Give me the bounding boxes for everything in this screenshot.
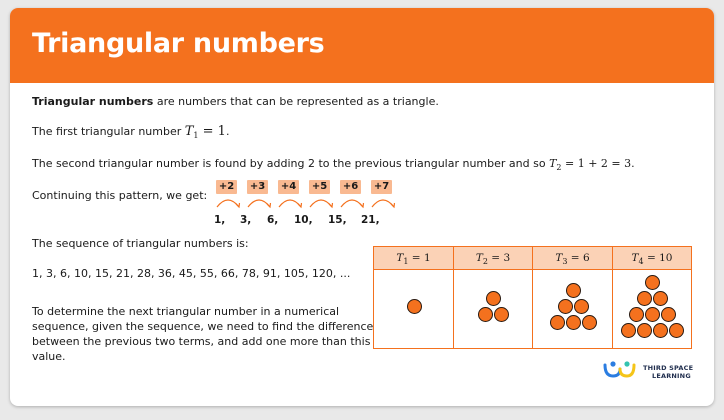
triangle-dot (566, 315, 581, 330)
curved-arrow-icon (277, 195, 303, 209)
dots-cell (454, 269, 532, 348)
curved-arrow-icon (339, 195, 365, 209)
header-banner (10, 8, 714, 83)
second-number-text (32, 156, 635, 175)
intro-rest: are numbers that can be represented as a triangle. (153, 95, 439, 108)
formula-subscript: 2 (556, 163, 562, 172)
header-formula (555, 252, 589, 264)
logo-line: THIRD SPACE (643, 364, 694, 372)
formula-value: = 10 (643, 252, 673, 264)
triangle-dot (637, 323, 652, 338)
increment-badge: +6 (340, 180, 361, 194)
formula-symbol: T (555, 252, 563, 264)
sequence-term: 1, (214, 214, 226, 226)
curved-arrow-icon (246, 195, 272, 209)
increment-badge: +4 (278, 180, 299, 194)
triangle-dot (574, 299, 589, 314)
dots-cell (533, 269, 612, 348)
logo-text (643, 364, 693, 380)
table-header-cell (533, 247, 612, 269)
triangle-dot (629, 307, 644, 322)
triangle-dot (661, 307, 676, 322)
formula-symbol: T (396, 252, 404, 264)
formula-subscript: 4 (638, 257, 644, 266)
dots-cell (374, 269, 453, 348)
pattern-label: Continuing this pattern, we get: (32, 189, 208, 202)
triangle-dot (407, 299, 422, 314)
sequence-term: 3, (240, 214, 252, 226)
explanation-line: value. (32, 350, 66, 363)
sentence-end: . (631, 157, 635, 170)
curved-arrow-icon (215, 195, 241, 209)
formula-subscript: 3 (562, 257, 568, 266)
table-header-cell (454, 247, 532, 269)
curved-arrow-icon (370, 195, 396, 209)
table-header-cell (374, 247, 453, 269)
curved-arrow-icon (308, 195, 334, 209)
formula-value: = 6 (567, 252, 590, 264)
second-number-formula (549, 157, 631, 170)
sequence-term: 6, (267, 214, 279, 226)
formula-value: = 1 (198, 124, 226, 139)
formula-value: = 3 (487, 252, 511, 264)
explanation-line: To determine the next triangular number in a numerical (32, 305, 340, 318)
first-number-text (32, 124, 229, 143)
triangular-dots-table (373, 246, 692, 349)
dots-cell (613, 269, 691, 348)
triangle-dot (653, 291, 668, 306)
triangle-dot (550, 315, 565, 330)
triangle-dot (669, 323, 684, 338)
increment-badge: +5 (309, 180, 330, 194)
formula-symbol: T (475, 252, 483, 264)
sequence-term: 10, (294, 214, 313, 226)
triangle-dot (621, 323, 636, 338)
header-formula (396, 252, 430, 264)
formula-symbol: T (631, 252, 639, 264)
page-title: Triangular numbers (32, 28, 325, 59)
explanation-line: between the previous two terms, and add one more than this (32, 335, 371, 348)
first-number-label: The first triangular number (32, 125, 185, 138)
formula-subscript: 2 (482, 257, 488, 266)
triangle-dot (566, 283, 581, 298)
triangle-dot (653, 323, 668, 338)
triangle-dot (582, 315, 597, 330)
formula-subscript: 1 (193, 131, 199, 140)
formula-value: = 1 + 2 = 3 (561, 157, 632, 170)
formula-symbol: T (184, 124, 194, 139)
intro-bold-term: Triangular numbers (32, 95, 154, 108)
formula-value: = 1 (408, 252, 431, 264)
triangle-dot (645, 275, 660, 290)
increment-badge: +7 (371, 180, 392, 194)
sequence-term: 21, (361, 214, 380, 226)
second-number-label: The second triangular number is found by adding 2 to the previous triangular number and so (32, 157, 550, 170)
sentence-end: . (225, 125, 230, 138)
triangle-dot (486, 291, 501, 306)
triangle-dot (637, 291, 652, 306)
triangle-dot (478, 307, 493, 322)
first-number-formula (185, 124, 226, 139)
increment-badge: +3 (247, 180, 268, 194)
sequence-values: 1, 3, 6, 10, 15, 21, 28, 36, 45, 55, 66, 78, 91, 105, 120, ... (32, 267, 351, 280)
intro-text (32, 94, 439, 109)
sequence-term: 15, (328, 214, 347, 226)
header-formula (476, 252, 510, 264)
lesson-card (10, 8, 714, 406)
formula-subscript: 1 (403, 257, 409, 266)
third-space-logo-icon (603, 359, 637, 379)
triangle-dot (494, 307, 509, 322)
sequence-label: The sequence of triangular numbers is: (32, 237, 249, 250)
triangle-dot (645, 307, 660, 322)
increment-badge: +2 (216, 180, 237, 194)
formula-symbol: T (549, 157, 557, 170)
logo-line: LEARNING (652, 372, 691, 380)
triangle-dot (558, 299, 573, 314)
table-header-cell (613, 247, 691, 269)
explanation-line: sequence, given the sequence, we need to find the difference (32, 320, 374, 333)
header-formula (632, 252, 673, 264)
